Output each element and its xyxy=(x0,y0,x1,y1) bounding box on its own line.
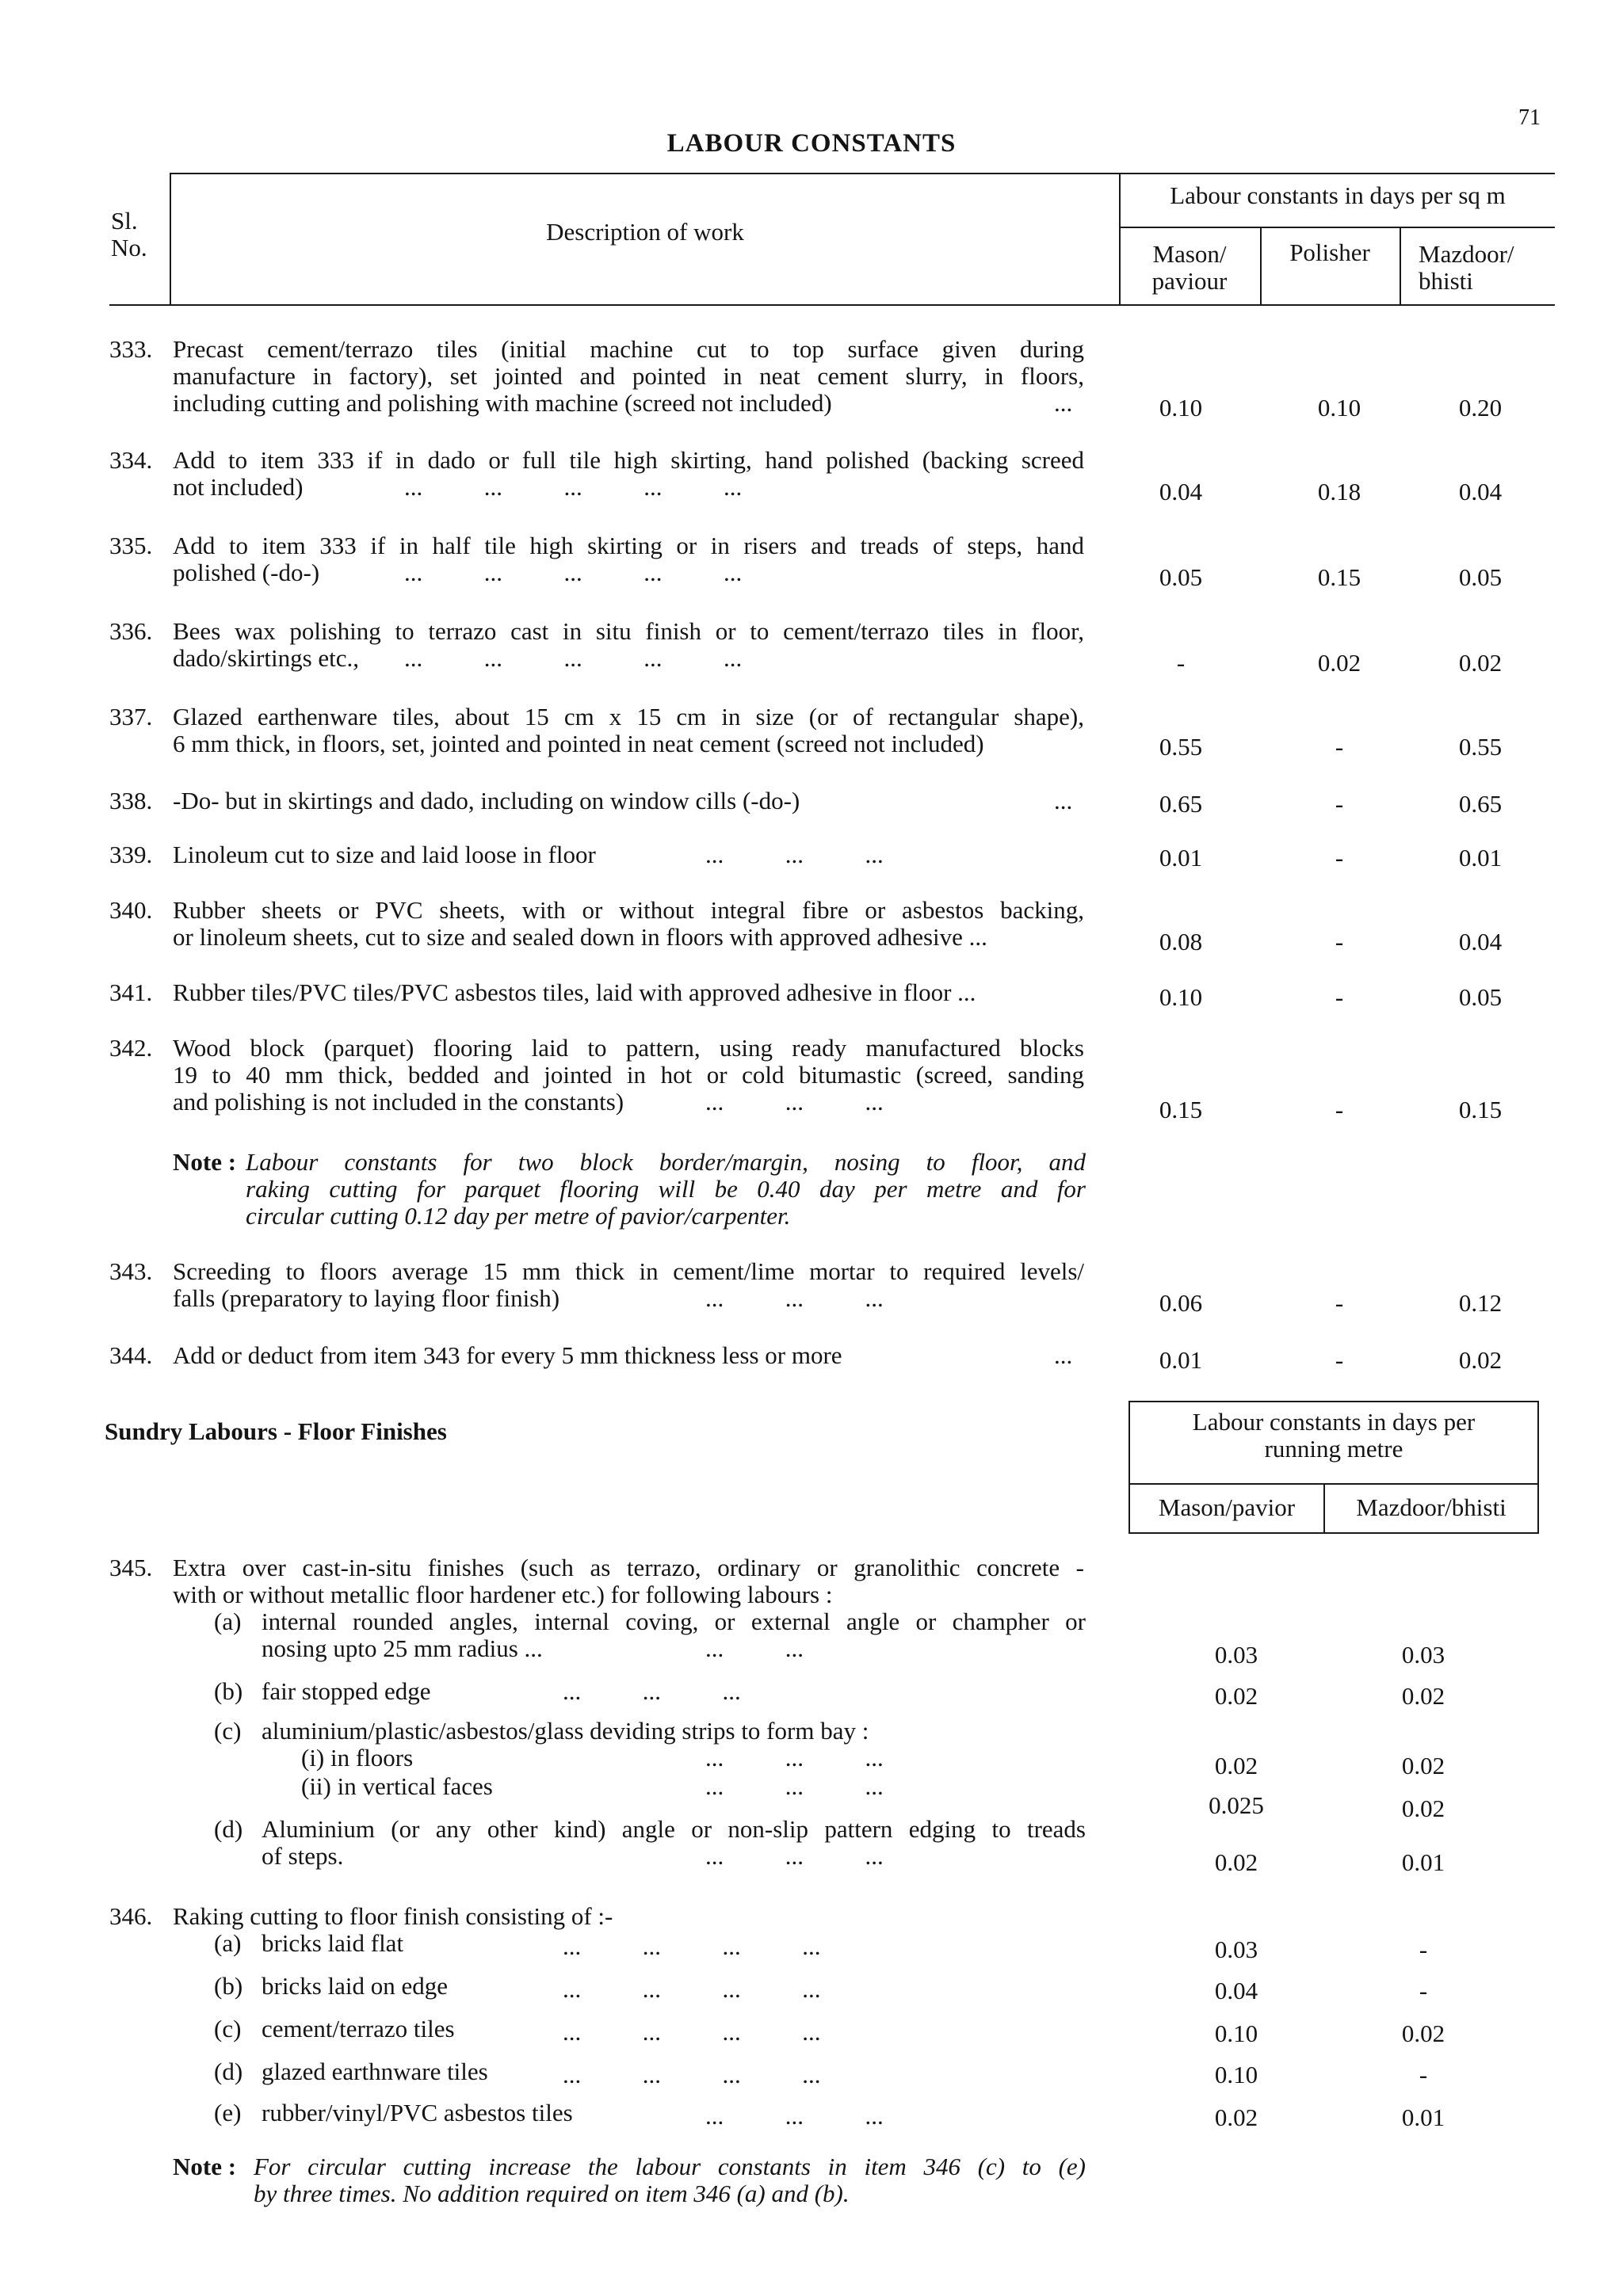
desc-line: Linoleum cut to size and laid loose in floor xyxy=(173,841,596,868)
sub-item-letter: (e) xyxy=(214,2099,242,2126)
value-mason: 0.03 xyxy=(1214,1641,1258,1669)
value-mazdoor: 0.65 xyxy=(1458,790,1503,818)
sub-item-text: aluminium/plastic/asbestos/glass deviding strips to form bay : xyxy=(262,1717,869,1745)
leader-dots: ... ... ... ... xyxy=(563,1932,821,1960)
value-mazdoor: 0.03 xyxy=(1401,1641,1445,1669)
value-mazdoor: 0.02 xyxy=(1401,1794,1445,1822)
item-number: 336. xyxy=(109,617,153,645)
sub-item-letter: (c) xyxy=(214,1717,242,1745)
sub-item-text: bricks laid on edge xyxy=(262,1972,449,2000)
section-heading: Sundry Labours - Floor Finishes xyxy=(105,1417,447,1445)
value-mazdoor: 0.55 xyxy=(1458,733,1503,761)
header-mid-rule xyxy=(1119,227,1555,228)
leader-dots: ... ... ... xyxy=(705,1842,884,1870)
desc-line: Rubber tiles/PVC tiles/PVC asbestos tiles, laid with approved adhesive in floor ... xyxy=(173,978,976,1006)
col-description: Description of work xyxy=(546,218,744,246)
item-description xyxy=(173,336,1084,417)
desc-line: or linoleum sheets, cut to size and sealed down in floors with approved adhesive ... xyxy=(173,923,987,951)
leader-dots: ... ... ... ... xyxy=(563,2061,821,2088)
box-rule xyxy=(1128,1483,1539,1485)
note-line: circular cutting 0.12 day per metre of pavior/carpenter. xyxy=(246,1202,791,1230)
desc-line: with or without metallic floor hardener etc.) for following labours : xyxy=(173,1581,833,1608)
header-top-rule xyxy=(170,173,1555,174)
value-mason: 0.10 xyxy=(1159,394,1203,421)
item-description xyxy=(173,1903,1084,1930)
value-polisher: 0.10 xyxy=(1317,394,1361,421)
sub-item-text: Aluminium (or any other kind) angle or non-slip pattern edging to treads xyxy=(262,1815,1086,1843)
sub-item-letter: (a) xyxy=(214,1608,242,1635)
desc-line: Bees wax polishing to terrazo cast in situ finish or to cement/terrazo tiles in floor, xyxy=(173,617,1084,645)
sub-item-letter: (a) xyxy=(214,1929,242,1957)
value-polisher: 0.18 xyxy=(1317,478,1361,505)
leader-dots: ... ... ... xyxy=(705,1284,884,1312)
value-mason: 0.10 xyxy=(1159,983,1203,1011)
value-polisher: - xyxy=(1335,1096,1344,1123)
desc-line: 6 mm thick, in floors, set, jointed and pointed in neat cement (screed not included) xyxy=(173,730,984,757)
value-polisher: - xyxy=(1335,1346,1344,1374)
value-mazdoor: 0.15 xyxy=(1458,1096,1503,1123)
page-number: 71 xyxy=(1518,105,1541,130)
item-number: 344. xyxy=(109,1341,153,1369)
desc-line: Add to item 333 if in half tile high skirting or in risers and treads of steps, hand xyxy=(173,532,1084,559)
value-mason: 0.01 xyxy=(1159,1346,1203,1374)
sub-sub-item-text: (i) in floors xyxy=(301,1744,414,1772)
value-mazdoor: 0.02 xyxy=(1401,1682,1445,1710)
value-mason: 0.03 xyxy=(1214,1936,1258,1963)
note-text xyxy=(246,1149,1086,1230)
desc-line: and polishing is not included in the constants) xyxy=(173,1088,624,1116)
box-rule xyxy=(1128,1401,1539,1402)
item-number: 345. xyxy=(109,1554,153,1581)
item-description xyxy=(173,841,1084,868)
value-polisher: - xyxy=(1335,733,1344,761)
item-number: 343. xyxy=(109,1257,153,1285)
value-mazdoor: 0.01 xyxy=(1458,844,1503,871)
item-number: 335. xyxy=(109,532,153,559)
note-line: raking cutting for parquet flooring will be 0.40 day per metre and for xyxy=(246,1175,1086,1203)
value-mason: 0.55 xyxy=(1159,733,1203,761)
sundry-group-line2: running metre xyxy=(1264,1435,1403,1463)
value-polisher: - xyxy=(1335,844,1344,871)
value-mason: 0.05 xyxy=(1159,563,1203,591)
value-mazdoor: 0.05 xyxy=(1458,983,1503,1011)
col-sl-no-line2: No. xyxy=(111,234,147,261)
value-mazdoor: 0.02 xyxy=(1458,649,1503,677)
leader-dots: ... ... ... ... ... xyxy=(404,473,743,501)
item-description xyxy=(173,1035,1084,1116)
col-group-label: Labour constants in days per sq m xyxy=(1170,181,1506,209)
sub-item-text: rubber/vinyl/PVC asbestos tiles xyxy=(262,2099,573,2126)
value-mason: 0.02 xyxy=(1214,1752,1258,1779)
value-mason: 0.10 xyxy=(1214,2019,1258,2047)
value-mason: 0.025 xyxy=(1209,1791,1264,1819)
leader-dots: ... ... ... ... ... xyxy=(404,644,743,672)
desc-line: Add to item 333 if in dado or full tile high skirting, hand polished (backing screed xyxy=(173,446,1084,474)
note-text xyxy=(254,2153,1086,2207)
leader-dots: ... ... ... xyxy=(563,1677,741,1705)
sub-item-letter: (b) xyxy=(214,1677,243,1705)
value-mason: 0.02 xyxy=(1214,1682,1258,1710)
desc-line: polished (-do-) xyxy=(173,559,320,586)
leader-dots: ... ... ... ... ... xyxy=(404,559,743,586)
value-mazdoor: 0.02 xyxy=(1401,2019,1445,2047)
value-mason: 0.15 xyxy=(1159,1096,1203,1123)
item-number: 340. xyxy=(109,896,153,924)
value-polisher: 0.15 xyxy=(1317,563,1361,591)
desc-line: Raking cutting to floor finish consisting of :- xyxy=(173,1902,613,1930)
value-mazdoor: 0.01 xyxy=(1401,2103,1445,2131)
desc-line: Precast cement/terrazo tiles (initial machine cut to top surface given during xyxy=(173,335,1084,363)
value-mazdoor: 0.12 xyxy=(1458,1289,1503,1317)
sub-item-letter: (d) xyxy=(214,2058,243,2085)
sub-item-text: nosing upto 25 mm radius ... xyxy=(262,1634,543,1662)
item-number: 346. xyxy=(109,1902,153,1930)
leader-dots: ... xyxy=(1054,1341,1073,1369)
item-description xyxy=(173,897,1084,951)
desc-line: Rubber sheets or PVC sheets, with or without integral fibre or asbestos backing, xyxy=(173,896,1084,924)
col-mazdoor-line2: bhisti xyxy=(1419,267,1473,295)
desc-line: 19 to 40 mm thick, bedded and jointed in hot or cold bitumastic (screed, sanding xyxy=(173,1061,1084,1089)
item-description xyxy=(173,1554,1084,1608)
value-polisher: - xyxy=(1335,928,1344,955)
sub-item-letter: (c) xyxy=(214,2015,242,2042)
sub-item-text: glazed earthnware tiles xyxy=(262,2058,488,2085)
desc-line: Wood block (parquet) flooring laid to pattern, using ready manufactured blocks xyxy=(173,1034,1084,1062)
sub-sub-item-text: (ii) in vertical faces xyxy=(301,1772,493,1800)
value-mazdoor: 0.04 xyxy=(1458,928,1503,955)
item-description xyxy=(173,704,1084,757)
desc-line: Glazed earthenware tiles, about 15 cm x 15 cm in size (or of rectangular shape), xyxy=(173,703,1084,730)
item-number: 341. xyxy=(109,978,153,1006)
desc-line: not included) xyxy=(173,473,304,501)
desc-line: falls (preparatory to laying floor finish) xyxy=(173,1284,560,1312)
value-mazdoor: 0.01 xyxy=(1401,1848,1445,1876)
sub-item-text: cement/terrazo tiles xyxy=(262,2015,455,2042)
col-mazdoor-bhisti: Mazdoor/bhisti xyxy=(1356,1493,1507,1521)
page-title: LABOUR CONSTANTS xyxy=(666,129,957,158)
value-mason: 0.65 xyxy=(1159,790,1203,818)
value-mason: 0.08 xyxy=(1159,928,1203,955)
box-rule xyxy=(1537,1401,1539,1532)
sub-item-text: bricks laid flat xyxy=(262,1929,404,1957)
item-number: 333. xyxy=(109,335,153,363)
value-polisher: - xyxy=(1335,1289,1344,1317)
sub-item-text: of steps. xyxy=(262,1842,344,1870)
sub-item-letter: (b) xyxy=(214,1972,243,2000)
value-mason: 0.10 xyxy=(1214,2061,1258,2088)
value-mason: 0.02 xyxy=(1214,2103,1258,2131)
value-mazdoor: 0.02 xyxy=(1458,1346,1503,1374)
item-description xyxy=(173,788,1084,814)
note-line: Labour constants for two block border/margin, nosing to floor, and xyxy=(246,1148,1086,1176)
col-sl-no-line1: Sl. xyxy=(111,207,138,235)
desc-line: including cutting and polishing with machine (screed not included) xyxy=(173,389,832,417)
value-mason: 0.01 xyxy=(1159,844,1203,871)
header-divider xyxy=(1400,227,1401,304)
leader-dots: ... ... xyxy=(705,1634,804,1662)
value-mazdoor: - xyxy=(1419,1977,1428,2004)
desc-line: Screeding to floors average 15 mm thick in cement/lime mortar to required levels/ xyxy=(173,1257,1084,1285)
leader-dots: ... ... ... ... xyxy=(563,2018,821,2046)
note-line: For circular cutting increase the labour constants in item 346 (c) to (e) xyxy=(254,2153,1086,2180)
note-label: Note : xyxy=(173,1148,237,1176)
leader-dots: ... ... ... xyxy=(705,1088,884,1116)
sub-item-text: internal rounded angles, internal coving, or external angle or champher or xyxy=(262,1608,1086,1635)
item-description xyxy=(173,1342,1084,1369)
sub-item-letter: (d) xyxy=(214,1815,243,1843)
value-mason: 0.02 xyxy=(1214,1848,1258,1876)
value-mazdoor: - xyxy=(1419,2061,1428,2088)
value-mazdoor: - xyxy=(1419,1936,1428,1963)
item-number: 334. xyxy=(109,446,153,474)
leader-dots: ... ... ... xyxy=(705,1772,884,1800)
item-description xyxy=(173,1258,1084,1312)
leader-dots: ... xyxy=(1054,389,1073,417)
desc-line: Add or deduct from item 343 for every 5 mm thickness less or more xyxy=(173,1341,842,1369)
item-number: 342. xyxy=(109,1034,153,1062)
desc-line: dado/skirtings etc., xyxy=(173,644,360,672)
item-description xyxy=(173,979,1084,1006)
col-mazdoor-line1: Mazdoor/ xyxy=(1419,240,1514,268)
item-number: 338. xyxy=(109,787,153,814)
value-mazdoor: 0.20 xyxy=(1458,394,1503,421)
value-polisher: - xyxy=(1335,983,1344,1011)
leader-dots: ... xyxy=(1054,787,1073,814)
leader-dots: ... ... ... xyxy=(705,841,884,868)
sub-item-text: fair stopped edge xyxy=(262,1677,431,1705)
value-mazdoor: 0.02 xyxy=(1401,1752,1445,1779)
header-bottom-rule xyxy=(109,304,1555,306)
value-mason: 0.04 xyxy=(1159,478,1203,505)
item-number: 339. xyxy=(109,841,153,868)
item-number: 337. xyxy=(109,703,153,730)
note-label: Note : xyxy=(173,2153,237,2180)
leader-dots: ... ... ... ... xyxy=(563,1975,821,2003)
leader-dots: ... ... ... xyxy=(705,2102,884,2130)
value-mazdoor: 0.04 xyxy=(1458,478,1503,505)
col-mason-pavior: Mason/pavior xyxy=(1158,1493,1296,1521)
value-mazdoor: 0.05 xyxy=(1458,563,1503,591)
value-polisher: - xyxy=(1335,790,1344,818)
desc-line: manufacture in factory), set jointed and pointed in neat cement slurry, in floors, xyxy=(173,362,1084,390)
desc-line: Extra over cast-in-situ finishes (such as terrazo, ordinary or granolithic concrete - xyxy=(173,1554,1084,1581)
desc-line: -Do- but in skirtings and dado, including on window cills (-do-) xyxy=(173,787,800,814)
leader-dots: ... ... ... xyxy=(705,1744,884,1772)
value-polisher: 0.02 xyxy=(1317,649,1361,677)
col-mason-line2: paviour xyxy=(1151,267,1228,295)
note-line: by three times. No addition required on item 346 (a) and (b). xyxy=(254,2180,850,2207)
col-polisher: Polisher xyxy=(1289,238,1370,266)
box-rule xyxy=(1128,1532,1539,1534)
value-mason: - xyxy=(1176,649,1186,677)
col-mason-line1: Mason/ xyxy=(1152,240,1227,268)
value-mason: 0.04 xyxy=(1214,1977,1258,2004)
sundry-group-line1: Labour constants in days per xyxy=(1192,1408,1476,1436)
value-mason: 0.06 xyxy=(1159,1289,1203,1317)
